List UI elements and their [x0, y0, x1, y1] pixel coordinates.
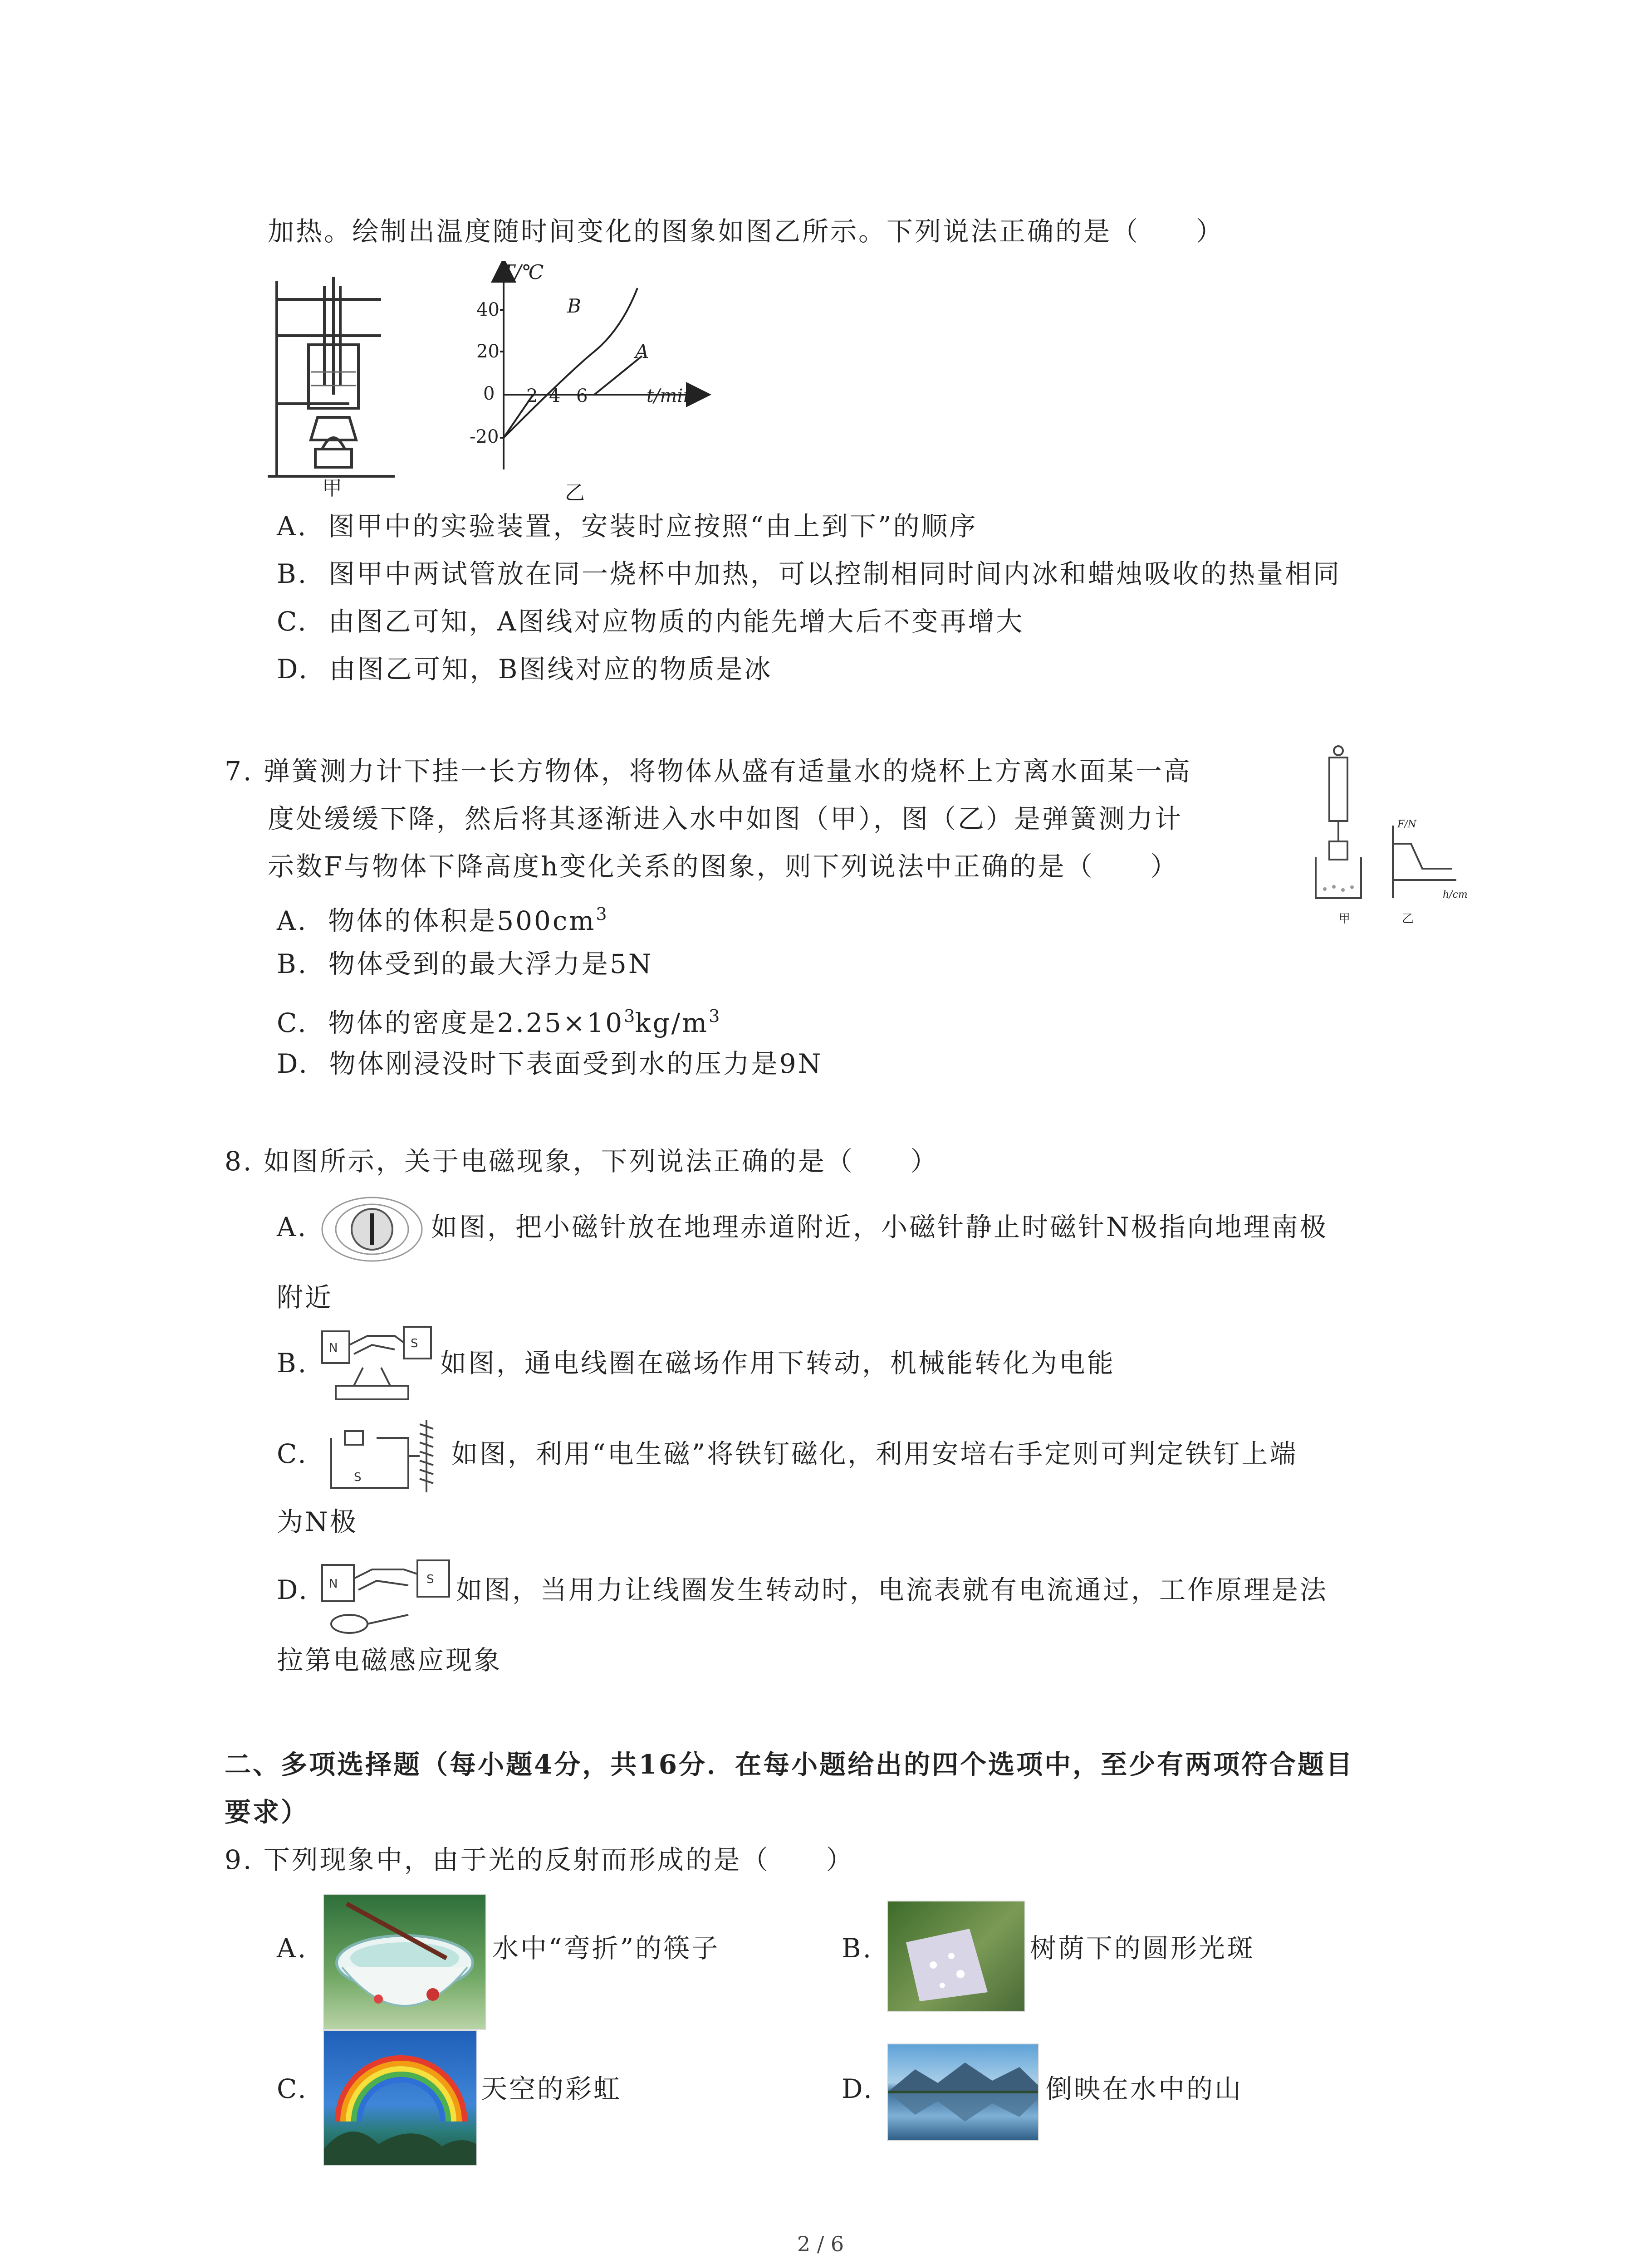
- q8-option-c-text: 如图，利用“电生磁”将铁钉磁化，利用安培右手定则可判定铁钉上端: [451, 1438, 1298, 1469]
- q7-stem-line1: 7. 弹簧测力计下挂一长方物体，将物体从盛有适量水的烧杯上方离水面某一高: [225, 756, 1192, 787]
- q6-y-tick-20: 20: [476, 341, 500, 362]
- q9-option-c-letter: C.: [277, 2073, 308, 2104]
- q7-option-b: B. 物体受到的最大浮力是5N: [277, 948, 653, 979]
- q9-option-c-rainbow-image: [323, 2030, 477, 2166]
- q6-x-tick-2: 2: [526, 386, 538, 406]
- q6-option-c: C. 由图乙可知，A图线对应物质的内能先增大后不变再增大: [277, 606, 1024, 637]
- q6-stem-tail: 加热。绘制出温度随时间变化的图象如图乙所示。下列说法正确的是（ ）: [268, 216, 1225, 247]
- q8-option-a-text: 如图，把小磁针放在地理赤道附近，小磁针静止时磁针N极指向地理南极: [431, 1212, 1328, 1242]
- q9-stem: 9. 下列现象中，由于光的反射而形成的是（ ）: [225, 1844, 854, 1875]
- q6-curve-a-label: A: [635, 340, 649, 362]
- q9-option-d-letter: D.: [842, 2073, 874, 2104]
- q8-option-c-electromagnet-image: [318, 1411, 449, 1497]
- q6-option-b: B. 图甲中两试管放在同一烧杯中加热，可以控制相同时间内冰和蜡烛吸收的热量相同: [277, 558, 1341, 589]
- q8-option-a-cont: 附近: [277, 1282, 333, 1313]
- q8-option-d-generator-image: [318, 1547, 454, 1637]
- q8-option-b-motor-image: [318, 1318, 436, 1408]
- q6-option-d: D. 由图乙可知，B图线对应的物质是冰: [277, 654, 773, 684]
- q6-curve-b-label: B: [567, 295, 581, 317]
- q9-option-d-text: 倒映在水中的山: [1046, 2073, 1243, 2104]
- q6-temperature-graph: [458, 261, 712, 488]
- q9-option-a-letter: A.: [277, 1933, 308, 1964]
- q7-fig-yi-label: 乙: [1402, 912, 1414, 926]
- q7-option-c: C. 物体的密度是$2.25\times 10^3kg/m^3$: [277, 1006, 720, 1038]
- q8-option-c-letter: C.: [277, 1438, 308, 1469]
- page-number: 2 / 6: [797, 2232, 844, 2256]
- q6-y-axis-label: T/℃: [501, 261, 544, 284]
- q9-option-c-text: 天空的彩虹: [481, 2073, 622, 2104]
- q7-fig-x-label: h/cm: [1443, 889, 1468, 900]
- q8-option-b-text: 如图，通电线圈在磁场作用下转动，机械能转化为电能: [440, 1348, 1116, 1378]
- q8-option-c-cont: 为N极: [277, 1506, 358, 1537]
- q6-x-axis-label: t/min: [647, 386, 695, 406]
- q8-option-d-letter: D.: [277, 1574, 309, 1605]
- q9-option-a-bowl-chopsticks-image: [323, 1894, 486, 2030]
- q8-option-b-letter: B.: [277, 1348, 309, 1378]
- q6-y-tick-40: 40: [476, 299, 500, 320]
- section2-heading-line1: 二、多项选择题（每小题4分，共16分．在每小题给出的四个选项中，至少有两项符合题目: [225, 1749, 1354, 1780]
- section2-heading-line2: 要求）: [225, 1797, 309, 1828]
- svg-text:S: S: [426, 1573, 434, 1586]
- q6-x-tick-6: 6: [576, 386, 588, 406]
- svg-text:N: N: [329, 1341, 338, 1355]
- q8-stem: 8. 如图所示，关于电磁现象，下列说法正确的是（ ）: [225, 1146, 939, 1177]
- q9-option-b-letter: B.: [842, 1933, 873, 1964]
- q7-stem-line2: 度处缓缓下降，然后将其逐渐进入水中如图（甲），图（乙）是弹簧测力计: [268, 803, 1183, 834]
- q8-option-d-cont: 拉第电磁感应现象: [277, 1645, 502, 1676]
- q9-option-a-text: 水中“弯折”的筷子: [492, 1933, 720, 1964]
- q6-fig-yi-label: 乙: [565, 481, 585, 504]
- q8-option-a-earth-magnet-image: [318, 1191, 426, 1268]
- q7-fig-jia-label: 甲: [1338, 912, 1351, 926]
- svg-text:S: S: [354, 1471, 362, 1484]
- q6-y-tick-0: 0: [483, 383, 495, 404]
- q6-option-a: A. 图甲中的实验装置，安装时应按照“由上到下”的顺序: [277, 511, 978, 542]
- svg-text:N: N: [329, 1577, 338, 1591]
- q6-x-tick-4: 4: [549, 386, 561, 406]
- q8-option-d-text: 如图，当用力让线圈发生转动时，电流表就有电流通过，工作原理是法: [456, 1574, 1328, 1605]
- q6-fig-jia-label: 甲: [322, 477, 342, 500]
- q8-option-a-letter: A.: [277, 1212, 308, 1242]
- svg-text:S: S: [411, 1337, 418, 1350]
- q9-option-b-light-spots-image: [887, 1901, 1025, 2012]
- q6-y-tick-neg20: -20: [470, 426, 499, 447]
- q7-option-d: D. 物体刚浸没时下表面受到水的压力是9N: [277, 1048, 823, 1079]
- q9-option-d-mountain-reflection-image: [887, 2043, 1039, 2141]
- q9-option-b-text: 树荫下的圆形光斑: [1030, 1933, 1255, 1964]
- q7-spring-scale-figure: [1311, 744, 1461, 916]
- q7-stem-line3: 示数F与物体下降高度h变化关系的图象，则下列说法中正确的是（ ）: [268, 851, 1179, 882]
- q7-option-a: A. 物体的体积是$500cm^3$: [277, 904, 607, 936]
- q7-fig-y-label: F/N: [1397, 819, 1416, 830]
- q6-apparatus-figure: [268, 268, 404, 503]
